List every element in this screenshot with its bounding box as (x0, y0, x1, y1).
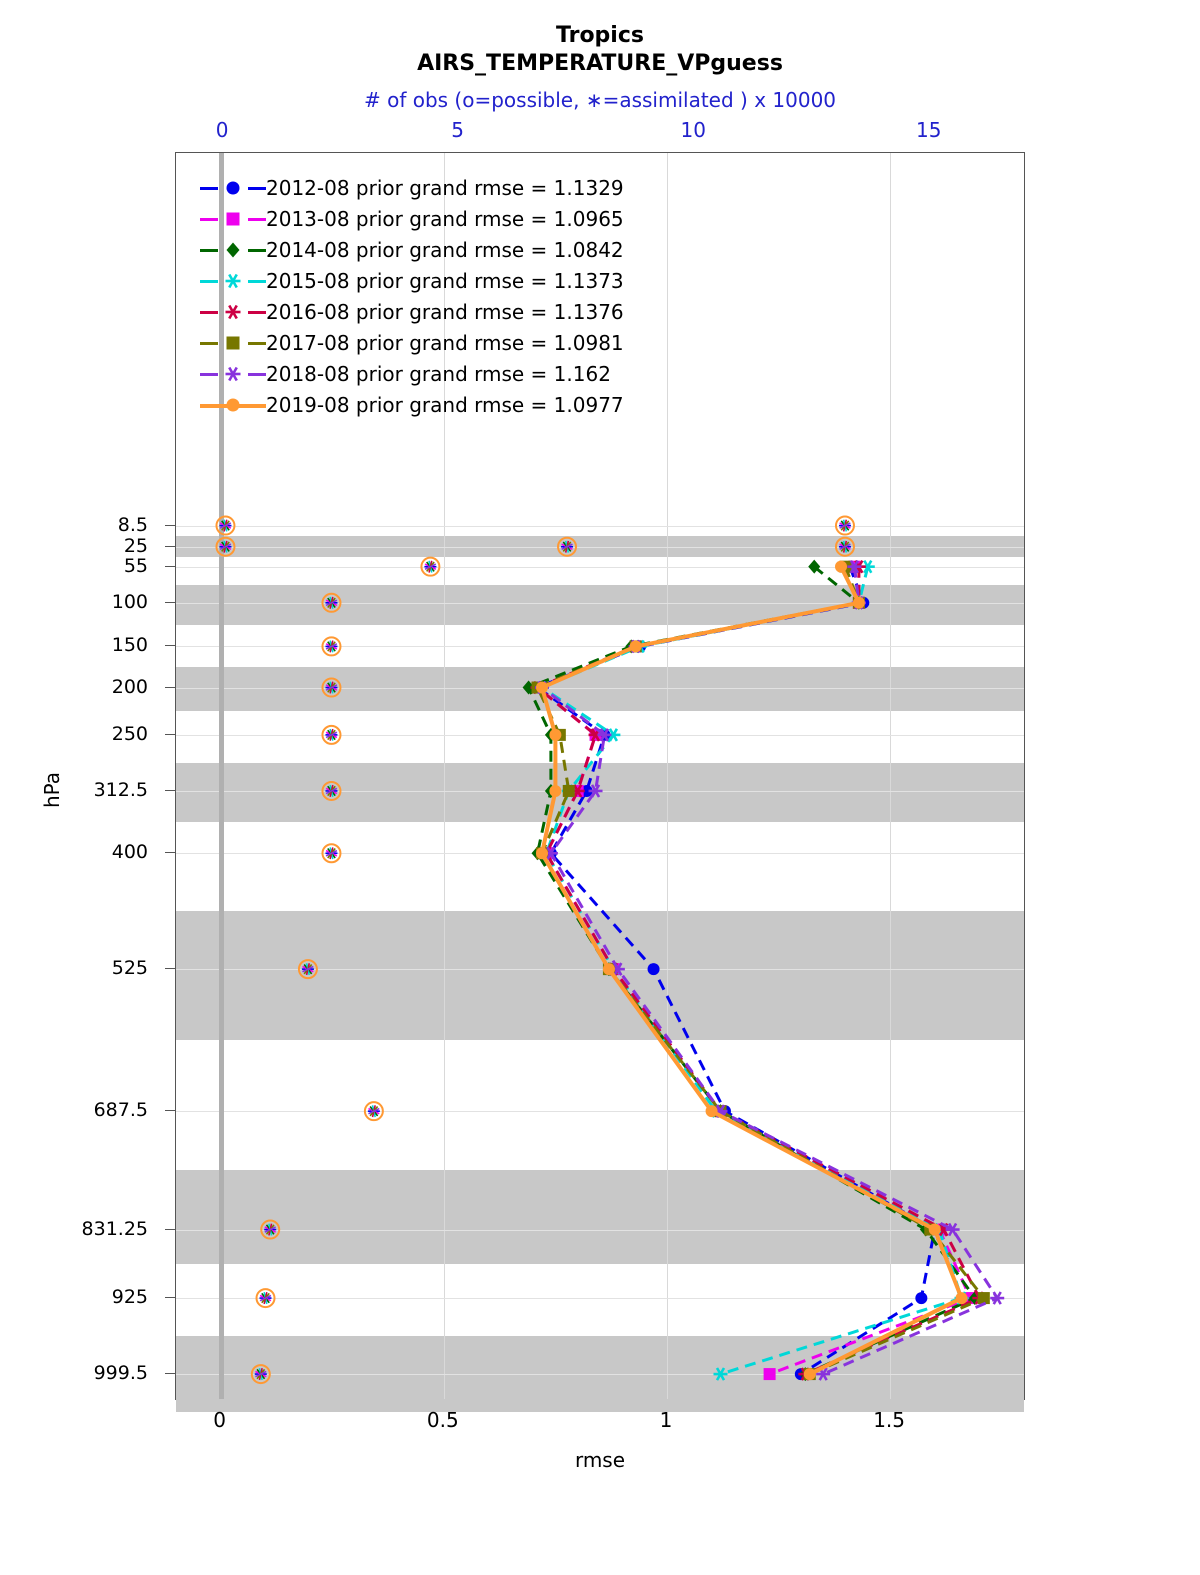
legend-label: 2018-08 prior grand rmse = 1.162 (266, 361, 611, 386)
y-tick-25: 25 (123, 534, 148, 557)
obs-count-marker (257, 1289, 275, 1307)
obs-count-marker (322, 594, 340, 612)
top-axis-label: # of obs (o=possible, ∗=assimilated ) x 10000 (363, 88, 837, 112)
series-line (538, 567, 935, 1374)
series-marker (915, 1292, 927, 1304)
y-tickmark-55 (165, 566, 175, 567)
series-line (538, 567, 971, 1374)
legend-item-7[interactable] (200, 389, 760, 420)
title-line-1: Tropics (556, 23, 644, 48)
y-tick-150: 150 (111, 634, 148, 657)
legend-label: 2015-08 prior grand rmse = 1.1373 (266, 268, 624, 293)
series-marker (630, 640, 642, 652)
series-marker (536, 682, 548, 694)
y-tick-55: 55 (123, 554, 148, 577)
bottom-axis-ticks (175, 1408, 1025, 1438)
series-marker (536, 847, 548, 859)
legend-swatch (200, 300, 266, 324)
obs-count-marker (322, 782, 340, 800)
bottom-axis-label: rmse (574, 1448, 626, 1472)
obs-count-marker (252, 1365, 270, 1383)
obs-count-marker (322, 844, 340, 862)
legend-label: 2014-08 prior grand rmse = 1.0842 (266, 237, 624, 262)
series-marker (956, 1292, 968, 1304)
y-axis-title: hPa (40, 771, 64, 809)
legend-item-6[interactable] (200, 358, 760, 389)
legend-item-3[interactable] (200, 265, 760, 296)
y-tick-8.5: 8.5 (117, 513, 148, 536)
series-marker (648, 963, 660, 975)
y-tick-400: 400 (111, 841, 148, 864)
y-tickmark-400 (165, 852, 175, 853)
series-marker (714, 1368, 728, 1380)
legend-item-4[interactable] (200, 296, 760, 327)
y-tickmark-8.5 (165, 525, 175, 526)
y-tickmark-925 (165, 1297, 175, 1298)
series-line (529, 567, 975, 1374)
top-tick-0: 0 (215, 118, 229, 142)
y-tick-831.25: 831.25 (81, 1217, 148, 1240)
legend-label: 2013-08 prior grand rmse = 1.0965 (266, 206, 624, 231)
series-marker (804, 1368, 816, 1380)
y-tickmark-250 (165, 734, 175, 735)
legend-swatch (200, 393, 266, 417)
y-tickmark-687.5 (165, 1110, 175, 1111)
legend-label: 2016-08 prior grand rmse = 1.1376 (266, 299, 624, 324)
series-marker (946, 1223, 960, 1235)
top-tick-2: 10 (680, 118, 706, 142)
legend-item-1[interactable] (200, 203, 760, 234)
obs-count-marker (365, 1102, 383, 1120)
legend-swatch (200, 238, 266, 262)
y-tick-312.5: 312.5 (93, 778, 148, 801)
top-tick-1: 5 (451, 118, 465, 142)
y-tick-250: 250 (111, 722, 148, 745)
obs-count-marker (216, 538, 234, 556)
legend-swatch (200, 362, 266, 386)
series-marker (835, 561, 847, 573)
y-tick-999.5: 999.5 (93, 1362, 148, 1385)
legend-item-2[interactable] (200, 234, 760, 265)
bottom-tick-2: 1 (659, 1408, 673, 1432)
legend-label: 2017-08 prior grand rmse = 1.0981 (266, 330, 624, 355)
legend-label: 2019-08 prior grand rmse = 1.0977 (266, 392, 624, 417)
top-axis-ticks (175, 118, 1025, 148)
top-tick-3: 15 (916, 118, 942, 142)
y-tick-100: 100 (111, 590, 148, 613)
y-tickmark-25 (165, 546, 175, 547)
series-marker (549, 785, 561, 797)
obs-count-marker (836, 517, 854, 535)
bottom-tick-3: 1.5 (873, 1408, 905, 1432)
title-line-2: AIRS_TEMPERATURE_VPguess (417, 51, 783, 76)
legend-swatch (200, 269, 266, 293)
y-tickmark-312.5 (165, 790, 175, 791)
obs-count-marker (322, 726, 340, 744)
legend (200, 172, 760, 420)
legend-swatch (200, 207, 266, 231)
legend-swatch (200, 176, 266, 200)
y-tickmark-150 (165, 645, 175, 646)
legend-item-5[interactable] (200, 327, 760, 358)
y-tick-925: 925 (111, 1286, 148, 1309)
obs-count-marker (322, 637, 340, 655)
series-marker (853, 597, 865, 609)
series-marker (990, 1292, 1004, 1304)
y-tickmark-831.25 (165, 1229, 175, 1230)
legend-swatch (200, 331, 266, 355)
y-tickmark-100 (165, 602, 175, 603)
series-marker (563, 785, 575, 797)
y-tickmark-200 (165, 687, 175, 688)
series-marker (549, 729, 561, 741)
series-marker (764, 1368, 776, 1380)
obs-count-marker (421, 558, 439, 576)
legend-item-0[interactable] (200, 172, 760, 203)
obs-count-marker (322, 679, 340, 697)
series-marker (978, 1292, 990, 1304)
obs-count-marker (558, 538, 576, 556)
series-marker (603, 963, 615, 975)
series-marker (706, 1105, 718, 1117)
series-marker (929, 1224, 941, 1236)
y-tick-525: 525 (111, 957, 148, 980)
obs-count-marker (216, 517, 234, 535)
bottom-tick-1: 0.5 (426, 1408, 459, 1432)
obs-count-marker (836, 538, 854, 556)
legend-label: 2012-08 prior grand rmse = 1.1329 (266, 175, 624, 200)
y-tick-687.5: 687.5 (93, 1099, 148, 1122)
y-axis-ticks (0, 152, 170, 1400)
y-tick-200: 200 (111, 675, 148, 698)
obs-count-marker (261, 1221, 279, 1239)
y-tickmark-525 (165, 968, 175, 969)
chart-title (0, 22, 1200, 78)
obs-count-marker (299, 960, 317, 978)
y-tickmark-999.5 (165, 1373, 175, 1374)
bottom-tick-0: 0 (213, 1408, 226, 1432)
